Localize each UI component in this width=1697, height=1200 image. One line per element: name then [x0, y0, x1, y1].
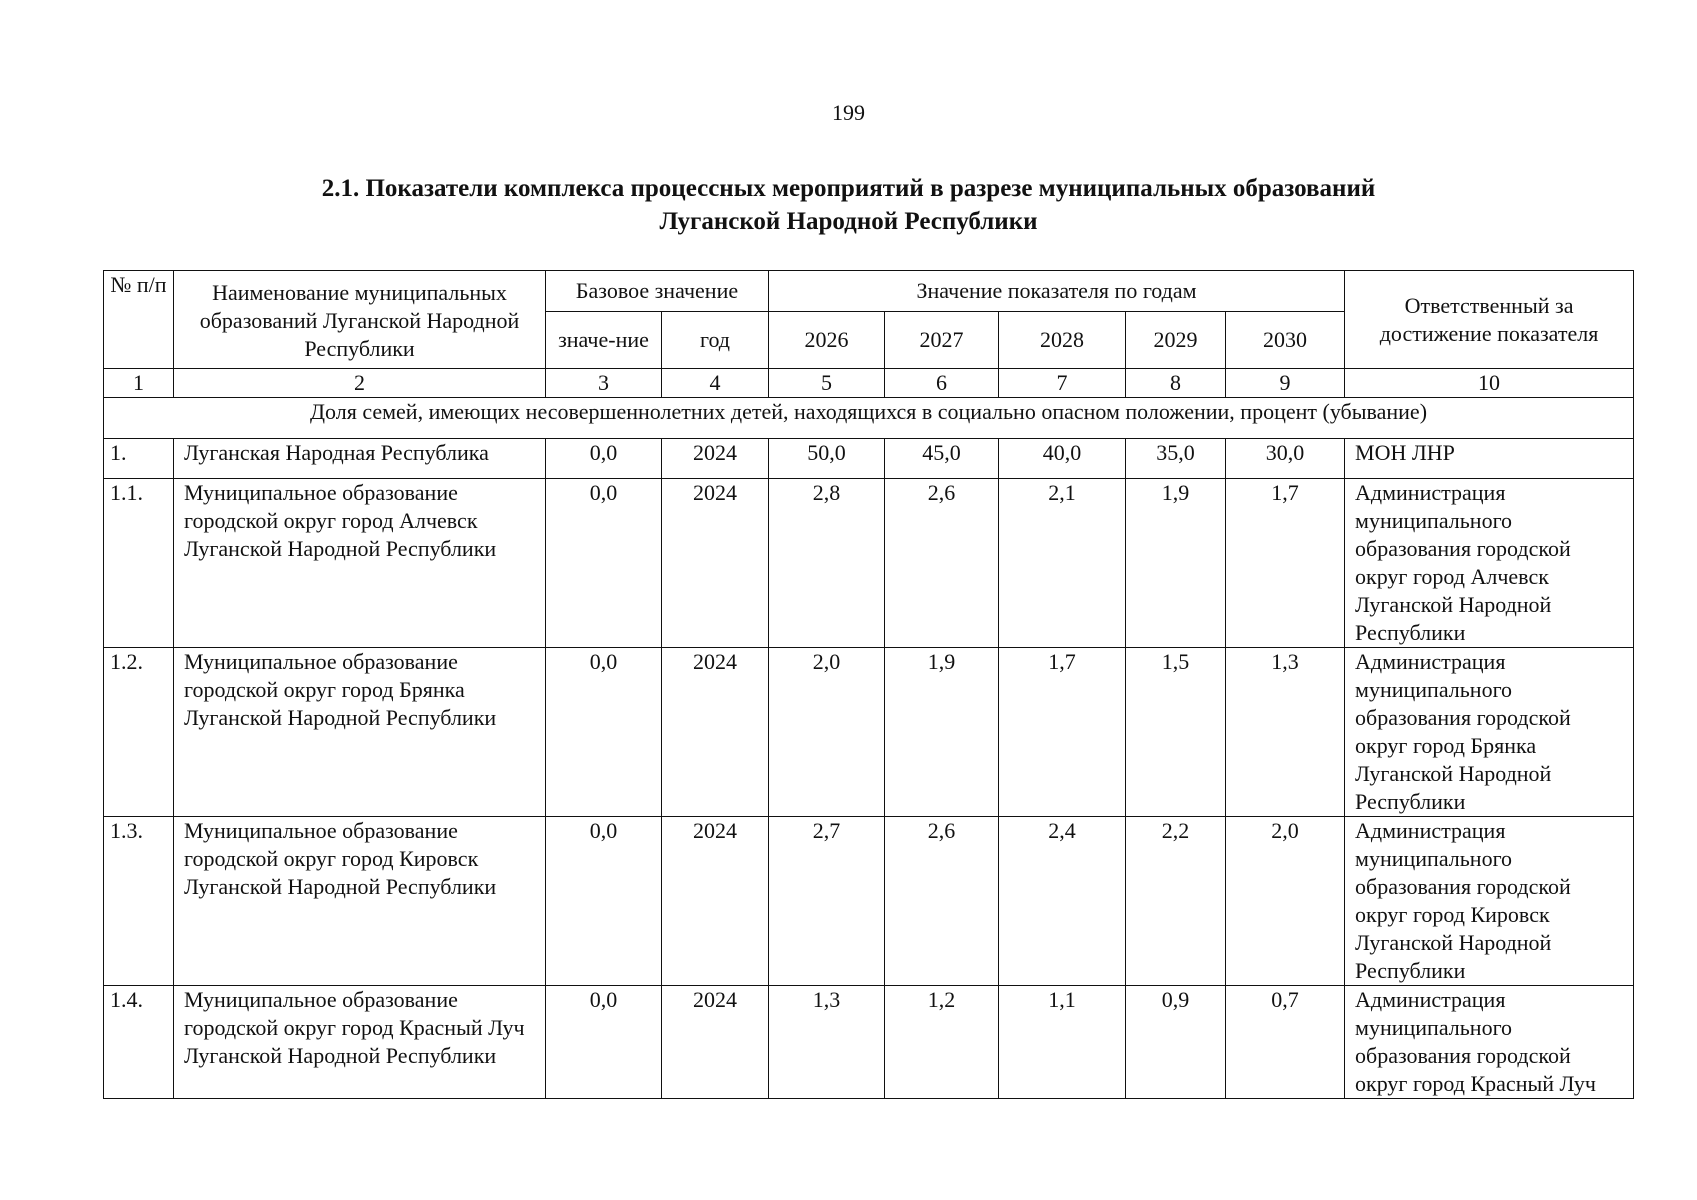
row-value-2028: 2,4 — [999, 817, 1126, 986]
table-row — [104, 648, 1634, 817]
row-responsible: МОН ЛНР — [1345, 439, 1634, 479]
row-base-value: 0,0 — [546, 479, 662, 648]
col-number: 1 — [104, 369, 174, 398]
col-number: 9 — [1226, 369, 1345, 398]
col-number: 7 — [999, 369, 1126, 398]
row-value-2028: 2,1 — [999, 479, 1126, 648]
row-base-year: 2024 — [662, 439, 769, 479]
header-years-group: Значение показателя по годам — [769, 271, 1345, 312]
indicators-table — [103, 270, 1634, 1099]
row-value-2026: 1,3 — [769, 986, 885, 1099]
row-value-2027: 2,6 — [885, 479, 999, 648]
row-value-2026: 2,8 — [769, 479, 885, 648]
row-value-2028: 40,0 — [999, 439, 1126, 479]
row-name: Муниципальное образование городской округ город Кировск Луганской Народной Республики — [174, 817, 546, 986]
row-name: Луганская Народная Республика — [174, 439, 546, 479]
row-value-2026: 2,7 — [769, 817, 885, 986]
col-number: 5 — [769, 369, 885, 398]
row-base-year: 2024 — [662, 648, 769, 817]
row-value-2028: 1,7 — [999, 648, 1126, 817]
section-title-row — [104, 398, 1634, 439]
row-value-2030: 1,3 — [1226, 648, 1345, 817]
row-value-2027: 1,2 — [885, 986, 999, 1099]
row-value-2030: 0,7 — [1226, 986, 1345, 1099]
row-value-2029: 35,0 — [1126, 439, 1226, 479]
row-value-2029: 1,9 — [1126, 479, 1226, 648]
row-value-2030: 2,0 — [1226, 817, 1345, 986]
col-number: 6 — [885, 369, 999, 398]
row-value-2029: 2,2 — [1126, 817, 1226, 986]
header-base-value: значе-ние — [546, 312, 662, 369]
table-row — [104, 817, 1634, 986]
row-base-value: 0,0 — [546, 439, 662, 479]
row-responsible: Администрация муниципального образования городской округ город Алчевск Луганской Народной Республики — [1345, 479, 1634, 648]
row-value-2030: 30,0 — [1226, 439, 1345, 479]
table-row — [104, 439, 1634, 479]
row-num: 1.1. — [104, 479, 174, 648]
col-number: 3 — [546, 369, 662, 398]
col-number: 4 — [662, 369, 769, 398]
header-num: № п/п — [104, 271, 174, 369]
header-year-2030: 2030 — [1226, 312, 1345, 369]
header-year-2026: 2026 — [769, 312, 885, 369]
table-row — [104, 986, 1634, 1099]
row-value-2030: 1,7 — [1226, 479, 1345, 648]
row-num: 1.2. — [104, 648, 174, 817]
row-value-2029: 0,9 — [1126, 986, 1226, 1099]
page-title — [0, 172, 1697, 238]
row-base-value: 0,0 — [546, 986, 662, 1099]
header-name: Наименование муниципальных образований Луганской Народной Республики — [174, 271, 546, 369]
col-number: 10 — [1345, 369, 1634, 398]
section-title: Доля семей, имеющих несовершеннолетних детей, находящихся в социально опасном положении, процент (убывание) — [104, 398, 1634, 439]
row-value-2026: 50,0 — [769, 439, 885, 479]
row-base-value: 0,0 — [546, 648, 662, 817]
row-num: 1. — [104, 439, 174, 479]
column-numbers-row — [104, 369, 1634, 398]
row-base-year: 2024 — [662, 817, 769, 986]
col-number: 8 — [1126, 369, 1226, 398]
col-number: 2 — [174, 369, 546, 398]
row-num: 1.4. — [104, 986, 174, 1099]
header-responsible: Ответственный за достижение показателя — [1345, 271, 1634, 369]
table-row — [104, 479, 1634, 648]
title-line-2: Луганской Народной Республики — [659, 208, 1038, 235]
row-num: 1.3. — [104, 817, 174, 986]
title-line-1: 2.1. Показатели комплекса процессных мероприятий в разрезе муниципальных образований — [321, 175, 1376, 202]
header-year-2027: 2027 — [885, 312, 999, 369]
row-responsible: Администрация муниципального образования городской округ город Кировск Луганской Народной Республики — [1345, 817, 1634, 986]
page-number: 199 — [832, 100, 865, 125]
row-base-year: 2024 — [662, 986, 769, 1099]
header-row-1 — [104, 271, 1634, 312]
row-value-2027: 1,9 — [885, 648, 999, 817]
row-value-2026: 2,0 — [769, 648, 885, 817]
header-year-2028: 2028 — [999, 312, 1126, 369]
row-name: Муниципальное образование городской округ город Алчевск Луганской Народной Республики — [174, 479, 546, 648]
row-responsible: Администрация муниципального образования городской округ город Красный Луч — [1345, 986, 1634, 1099]
row-base-year: 2024 — [662, 479, 769, 648]
row-name: Муниципальное образование городской округ город Красный Луч Луганской Народной Республики — [174, 986, 546, 1099]
header-base: Базовое значение — [546, 271, 769, 312]
row-name: Муниципальное образование городской округ город Брянка Луганской Народной Республики — [174, 648, 546, 817]
row-value-2027: 2,6 — [885, 817, 999, 986]
row-value-2027: 45,0 — [885, 439, 999, 479]
row-base-value: 0,0 — [546, 817, 662, 986]
row-value-2029: 1,5 — [1126, 648, 1226, 817]
row-value-2028: 1,1 — [999, 986, 1126, 1099]
header-base-year: год — [662, 312, 769, 369]
header-year-2029: 2029 — [1126, 312, 1226, 369]
row-responsible: Администрация муниципального образования городской округ город Брянка Луганской Народной Республики — [1345, 648, 1634, 817]
